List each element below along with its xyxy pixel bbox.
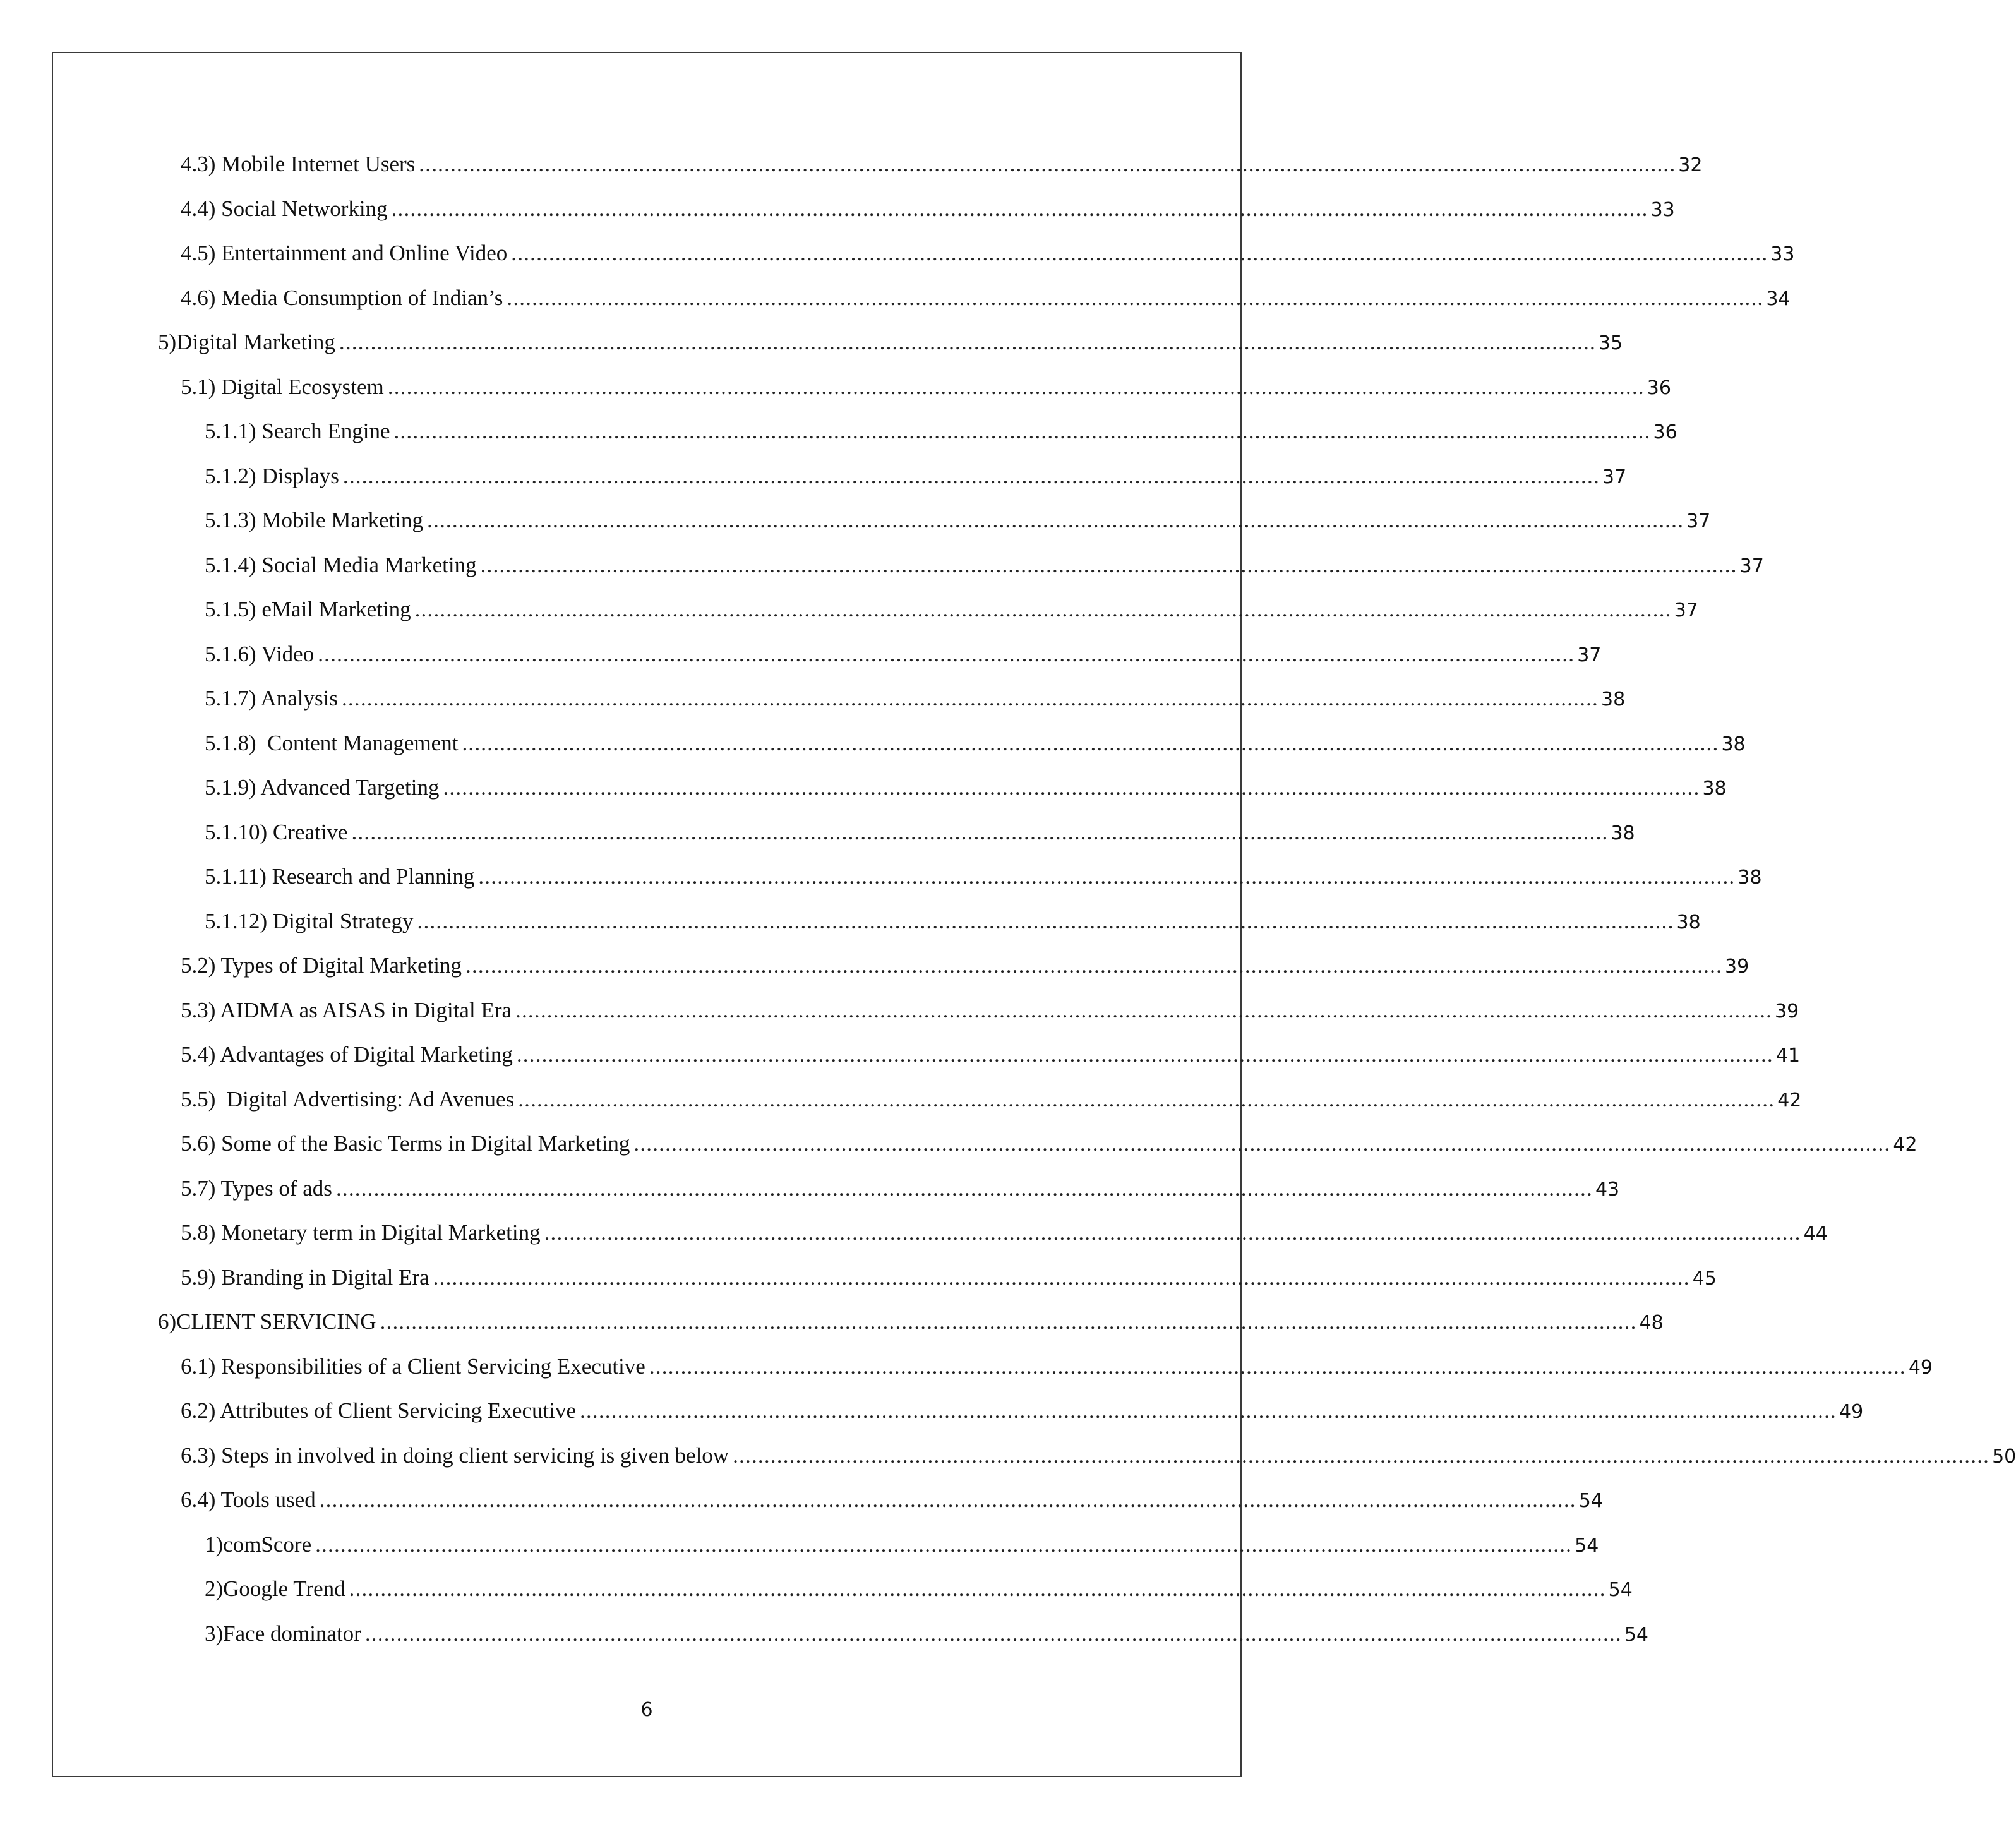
toc-entry-page: 38 — [1611, 822, 1635, 844]
toc-entry-page: 39 — [1725, 956, 1749, 978]
toc-entry-page: 54 — [1578, 1490, 1603, 1512]
toc-entry-page: 37 — [1686, 510, 1711, 532]
toc-entry[interactable] — [181, 1220, 1828, 1256]
toc-entry-label: 5.1.3) Mobile Marketing — [205, 508, 424, 532]
toc-entry-label: 5.1.12) Digital Strategy — [205, 909, 414, 933]
toc-entry-label: 5.9) Branding in Digital Era — [181, 1265, 429, 1290]
toc-entry[interactable] — [181, 285, 1791, 321]
toc-entry-label: 5.1.1) Search Engine — [205, 419, 390, 443]
toc-entry[interactable] — [205, 1576, 1633, 1612]
toc-entry-page: 38 — [1676, 911, 1701, 933]
toc-entry-page: 33 — [1770, 243, 1795, 265]
toc-entry-label: 6.2) Attributes of Client Servicing Executive — [181, 1398, 576, 1423]
toc-entry-number: 6) — [158, 1309, 177, 1334]
toc-entry-page: 42 — [1893, 1134, 1917, 1156]
dot-leader: ........................................................................................................................................................................................................ — [733, 1443, 1990, 1468]
toc-entry-page: 48 — [1639, 1312, 1664, 1334]
toc-entry-page: 35 — [1598, 332, 1623, 354]
toc-entry-page: 39 — [1775, 1000, 1799, 1022]
toc-entry[interactable] — [205, 464, 1627, 499]
dot-leader: ........................................................................................................................................................................................................ — [387, 375, 1645, 399]
toc-entry-page: 33 — [1650, 199, 1675, 221]
toc-entry-page: 32 — [1678, 154, 1703, 176]
toc-entry[interactable] — [205, 820, 1635, 855]
toc-entry-page: 41 — [1775, 1045, 1801, 1067]
toc-entry[interactable] — [181, 998, 1799, 1033]
toc-entry-page: 49 — [1908, 1357, 1933, 1379]
dot-leader: ........................................................................................................................................................................................................ — [351, 820, 1609, 844]
dot-leader: ........................................................................................................................................................................................................ — [579, 1398, 1837, 1423]
toc-entry-label: Digital Marketing — [176, 330, 335, 354]
dot-leader: ........................................................................................................................................................................................................ — [507, 285, 1764, 310]
toc-entry-label: 5.1) Digital Ecosystem — [181, 375, 384, 399]
toc-entry-page: 45 — [1692, 1268, 1717, 1290]
toc-entry-page: 38 — [1600, 688, 1626, 711]
toc-entry-page: 43 — [1595, 1178, 1620, 1201]
toc-entry-label: 6.1) Responsibilities of a Client Servicing Executive — [181, 1354, 645, 1379]
dot-leader: ........................................................................................................................................................................................................ — [511, 241, 1768, 265]
toc-entry-page: 44 — [1803, 1223, 1828, 1245]
toc-entry-page: 50 — [1992, 1446, 2016, 1468]
toc-entry-label: 5.1.9) Advanced Targeting — [205, 775, 440, 800]
toc-entry[interactable] — [205, 775, 1727, 810]
toc-entry[interactable] — [181, 1354, 1933, 1389]
toc-entry[interactable] — [205, 419, 1677, 454]
toc-entry-label: 5.3) AIDMA as AISAS in Digital Era — [181, 998, 512, 1022]
dot-leader: ........................................................................................................................................................................................................ — [417, 909, 1674, 933]
toc-entry-label: 5.7) Types of ads — [181, 1176, 332, 1201]
toc-entry-page: 49 — [1839, 1401, 1864, 1423]
toc-entry[interactable] — [181, 375, 1671, 410]
toc-entry-label: comScore — [223, 1532, 312, 1557]
dot-leader: ........................................................................................................................................................................................................ — [335, 1176, 1593, 1201]
toc-entry-page: 38 — [1737, 867, 1762, 889]
dot-leader: ........................................................................................................................................................................................................ — [380, 1309, 1637, 1334]
toc-entry-label: 4.5) Entertainment and Online Video — [181, 241, 508, 265]
toc-entry-label: Google Trend — [223, 1576, 345, 1601]
toc-entry[interactable] — [181, 1131, 1917, 1166]
dot-leader: ........................................................................................................................................................................................................ — [516, 1042, 1773, 1067]
toc-entry-label: 5.2) Types of Digital Marketing — [181, 953, 462, 978]
toc-entry-page: 36 — [1653, 421, 1677, 443]
toc-entry[interactable] — [205, 864, 1762, 899]
toc-entry[interactable] — [181, 1265, 1717, 1300]
toc-entry[interactable] — [205, 1532, 1599, 1568]
toc-entry-label: Face dominator — [223, 1621, 361, 1646]
toc-entry-page: 42 — [1777, 1089, 1802, 1112]
toc-entry[interactable] — [205, 686, 1626, 721]
toc-entry[interactable] — [205, 642, 1602, 677]
toc-entry-page: 54 — [1608, 1579, 1633, 1601]
toc-entry-page: 36 — [1647, 377, 1671, 399]
dot-leader: ........................................................................................................................................................................................................ — [393, 419, 1651, 443]
toc-entry[interactable] — [205, 508, 1711, 543]
toc-entry-number: 3) — [205, 1621, 224, 1646]
toc-entry-label: 6.4) Tools used — [181, 1487, 316, 1512]
toc-entry-number: 1) — [205, 1532, 224, 1557]
toc-entry-page: 37 — [1674, 599, 1698, 621]
toc-entry[interactable] — [181, 1087, 1802, 1122]
toc-entry[interactable] — [181, 241, 1795, 276]
toc-entry-number: 2) — [205, 1576, 224, 1601]
toc-entry-page: 38 — [1721, 733, 1746, 755]
toc-entry-page: 54 — [1575, 1535, 1599, 1557]
toc-entry-number: 5) — [158, 330, 177, 354]
dot-leader: ........................................................................................................................................................................................................ — [427, 508, 1684, 532]
toc-entry-label: 5.1.8) Content Management — [205, 731, 459, 755]
toc-entry[interactable] — [181, 1042, 1801, 1077]
toc-entry[interactable] — [205, 597, 1698, 632]
dot-leader: ........................................................................................................................................................................................................ — [433, 1265, 1690, 1290]
dot-leader: ........................................................................................................................................................................................................ — [391, 196, 1648, 221]
dot-leader: ........................................................................................................................................................................................................ — [480, 553, 1737, 577]
toc-entry-page: 38 — [1702, 777, 1727, 800]
dot-leader: ........................................................................................................................................................................................................ — [462, 731, 1719, 755]
toc-entry[interactable] — [205, 731, 1746, 766]
dot-leader: ........................................................................................................................................................................................................ — [544, 1220, 1801, 1245]
toc-entry-page: 34 — [1766, 288, 1791, 310]
toc-entry[interactable] — [181, 152, 1703, 187]
toc-entry-label: 5.4) Advantages of Digital Marketing — [181, 1042, 513, 1067]
toc-entry-page: 37 — [1739, 555, 1764, 577]
toc-entry-page: 54 — [1624, 1624, 1649, 1646]
toc-entry-label: 5.1.11) Research and Planning — [205, 864, 475, 889]
toc-entry-label: 5.1.7) Analysis — [205, 686, 338, 711]
toc-entry-label: 5.1.10) Creative — [205, 820, 348, 844]
toc-entry[interactable] — [205, 909, 1701, 944]
dot-leader: ........................................................................................................................................................................................................ — [518, 1087, 1775, 1112]
toc-entry-label: 4.4) Social Networking — [181, 196, 388, 221]
toc-entry-label: 5.1.4) Social Media Marketing — [205, 553, 477, 577]
toc-entry[interactable] — [181, 1487, 1603, 1523]
toc-entry[interactable] — [181, 1176, 1620, 1211]
toc-entry-label: 4.6) Media Consumption of Indian’s — [181, 285, 503, 310]
toc-entry[interactable] — [205, 553, 1764, 588]
toc-entry-label: 5.1.2) Displays — [205, 464, 339, 488]
dot-leader: ........................................................................................................................................................................................................ — [465, 953, 1723, 978]
dot-leader: ........................................................................................................................................................................................................ — [633, 1131, 1891, 1156]
toc-entry-label: 5.1.6) Video — [205, 642, 315, 666]
dot-leader: ........................................................................................................................................................................................................ — [414, 597, 1672, 621]
toc-entry[interactable] — [181, 1398, 1864, 1434]
toc-entry-page: 37 — [1577, 644, 1602, 666]
toc-entry[interactable] — [205, 1621, 1649, 1657]
page-number: 6 — [640, 1699, 653, 1721]
dot-leader: ........................................................................................................................................................................................................ — [515, 998, 1773, 1022]
dot-leader: ........................................................................................................................................................................................................ — [443, 775, 1700, 800]
dot-leader: ........................................................................................................................................................................................................ — [318, 642, 1575, 666]
dot-leader: ........................................................................................................................................................................................................ — [339, 330, 1596, 354]
dot-leader: ........................................................................................................................................................................................................ — [319, 1487, 1576, 1512]
dot-leader: ........................................................................................................................................................................................................ — [419, 152, 1676, 176]
toc-entry[interactable] — [158, 1309, 1664, 1345]
toc-entry[interactable] — [181, 1443, 2016, 1478]
toc-entry-label: 4.3) Mobile Internet Users — [181, 152, 416, 176]
toc-entry-label: 5.5) Digital Advertising: Ad Avenues — [181, 1087, 515, 1112]
toc-entry-label: 6.3) Steps in involved in doing client servicing is given below — [181, 1443, 729, 1468]
toc-entry-page: 37 — [1602, 466, 1627, 488]
dot-leader: ........................................................................................................................................................................................................ — [349, 1576, 1606, 1601]
dot-leader: ........................................................................................................................................................................................................ — [315, 1532, 1573, 1557]
toc-entry-label: 5.1.5) eMail Marketing — [205, 597, 411, 621]
toc-entry[interactable] — [181, 953, 1749, 988]
toc-entry[interactable] — [158, 330, 1623, 365]
dot-leader: ........................................................................................................................................................................................................ — [364, 1621, 1622, 1646]
dot-leader: ........................................................................................................................................................................................................ — [341, 686, 1599, 711]
toc-entry[interactable] — [181, 196, 1675, 232]
dot-leader: ........................................................................................................................................................................................................ — [649, 1354, 1906, 1379]
toc-entry-label: 5.6) Some of the Basic Terms in Digital Marketing — [181, 1131, 630, 1156]
dot-leader: ........................................................................................................................................................................................................ — [342, 464, 1600, 488]
toc-entry-label: 5.8) Monetary term in Digital Marketing — [181, 1220, 541, 1245]
dot-leader: ........................................................................................................................................................................................................ — [478, 864, 1736, 889]
toc-entry-label: CLIENT SERVICING — [176, 1309, 376, 1334]
